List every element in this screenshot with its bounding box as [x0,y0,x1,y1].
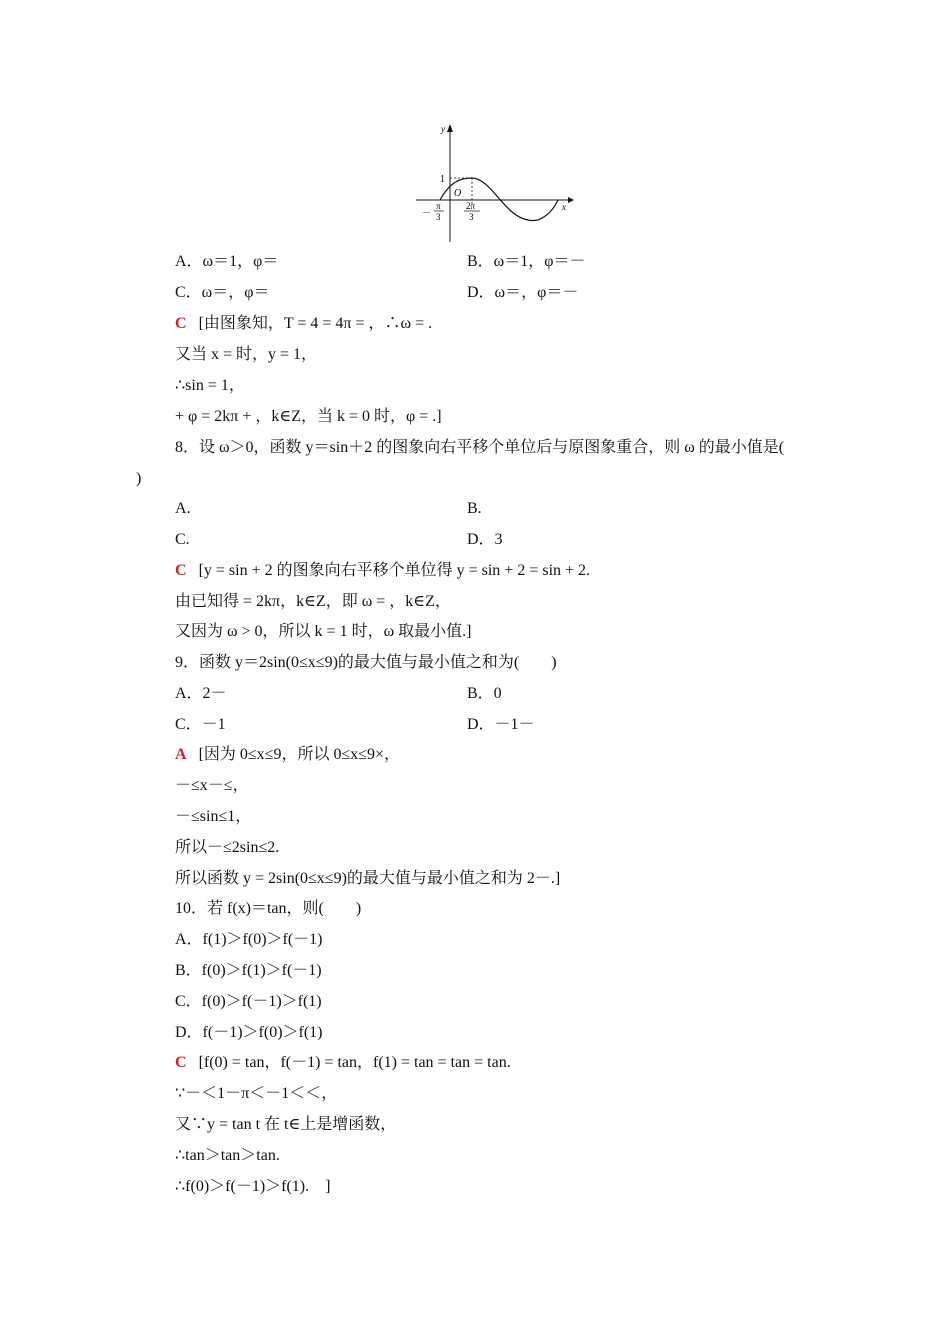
q9-answer-line-1 [175,744,400,766]
q7-answer-letter: C [175,315,187,332]
q9-answer-line-2: －≤x－≤， [175,777,249,794]
q10-option-a: A．f(1)＞f(0)＞f(－1) [175,931,323,948]
q7-option-c: C．ω＝，φ＝ [175,284,270,301]
neg-pi-denominator: 3 [436,212,441,222]
q8-option-b: B. [467,500,482,517]
q7-answer-text: [由图象知，T = 4 = 4π = ，∴ω = . [198,315,433,332]
q7-answer-line-4: + φ = 2kπ + ，k∈Z，当 k = 0 时，φ = .] [175,408,442,425]
q8-stem: 8．设 ω＞0，函数 y＝sin＋2 的图象向右平移个单位后与原图象重合，则 ω 的最小值是( [175,439,785,456]
q9-answer-line-5: 所以函数 y = 2sin(0≤x≤9)的最大值与最小值之和为 2－.] [175,870,561,887]
neg-sign: － [422,208,432,218]
q8-answer-line-2: 由已知得 = 2kπ，k∈Z，即 ω = ，k∈Z， [175,593,451,610]
q7-answer-line-2: 又当 x = 时，y = 1， [175,346,318,363]
origin-label: O [454,188,462,199]
q10-stem: 10．若 f(x)＝tan，则( ) [175,900,362,917]
q7-option-b: B．ω＝1，φ＝－ [467,253,586,270]
q7-answer-line-3: ∴sin = 1， [175,377,245,394]
neg-pi-numerator: π [436,201,441,211]
q7-answer-line-1 [175,313,432,335]
q7-option-a: A．ω＝1，φ＝ [175,253,279,270]
q10-option-c: C．f(0)＞f(－1)＞f(1) [175,993,322,1010]
q10-option-b: B．f(0)＞f(1)＞f(－1) [175,962,322,979]
y-axis-label: y [441,124,445,134]
q10-answer-line-3: 又∵y = tan t 在 t∈上是增函数， [175,1116,397,1133]
q8-option-c: C. [175,531,190,548]
two-pi-numerator: 2π [466,201,476,211]
y-tick-1: 1 [440,174,445,185]
q10-answer-letter: C [175,1054,187,1071]
q9-answer-text: [因为 0≤x≤9，所以 0≤x≤9×， [198,746,401,763]
q9-stem: 9．函数 y＝2sin(0≤x≤9)的最大值与最小值之和为( ) [175,654,557,671]
q10-answer-text: [f(0) = tan，f(－1) = tan，f(1) = tan = tan = tan. [198,1054,511,1071]
q8-answer-line-3: 又因为 ω > 0，所以 k = 1 时，ω 取最小值.] [175,623,472,640]
q8-answer-letter: C [175,562,187,579]
sine-graph [412,118,576,246]
q8-answer-line-1 [175,560,590,582]
q9-option-b: B．0 [467,685,502,702]
x-axis-arrow [568,197,574,203]
q10-answer-line-1 [175,1052,511,1074]
q8-option-a: A. [175,500,191,517]
q7-option-d: D．ω＝，φ＝－ [467,284,579,301]
q10-option-d: D．f(－1)＞f(0)＞f(1) [175,1024,323,1041]
q10-answer-line-5: ∴f(0)＞f(－1)＞f(1). ] [175,1178,331,1195]
y-axis-arrow [447,124,453,132]
q8-answer-text: [y = sin + 2 的图象向右平移个单位得 y = sin + 2 = sin + 2. [198,562,591,579]
q9-answer-line-3: －≤sin≤1， [175,808,252,825]
q9-option-d: D．－1－ [467,716,535,733]
x-axis-label: x [562,202,566,212]
sine-curve [440,178,558,220]
q9-answer-line-4: 所以－≤2sin≤2. [175,839,280,856]
q8-stem-cont: ) [136,470,142,487]
q10-answer-line-2: ∵－＜1－π＜－1＜＜， [175,1085,338,1102]
q9-option-c: C．－1 [175,716,226,733]
q8-option-d: D．3 [467,531,503,548]
q10-answer-line-4: ∴tan＞tan＞tan. [175,1147,280,1164]
q9-answer-letter: A [175,746,187,763]
two-pi-denominator: 3 [469,212,474,222]
q9-option-a: A．2－ [175,685,227,702]
